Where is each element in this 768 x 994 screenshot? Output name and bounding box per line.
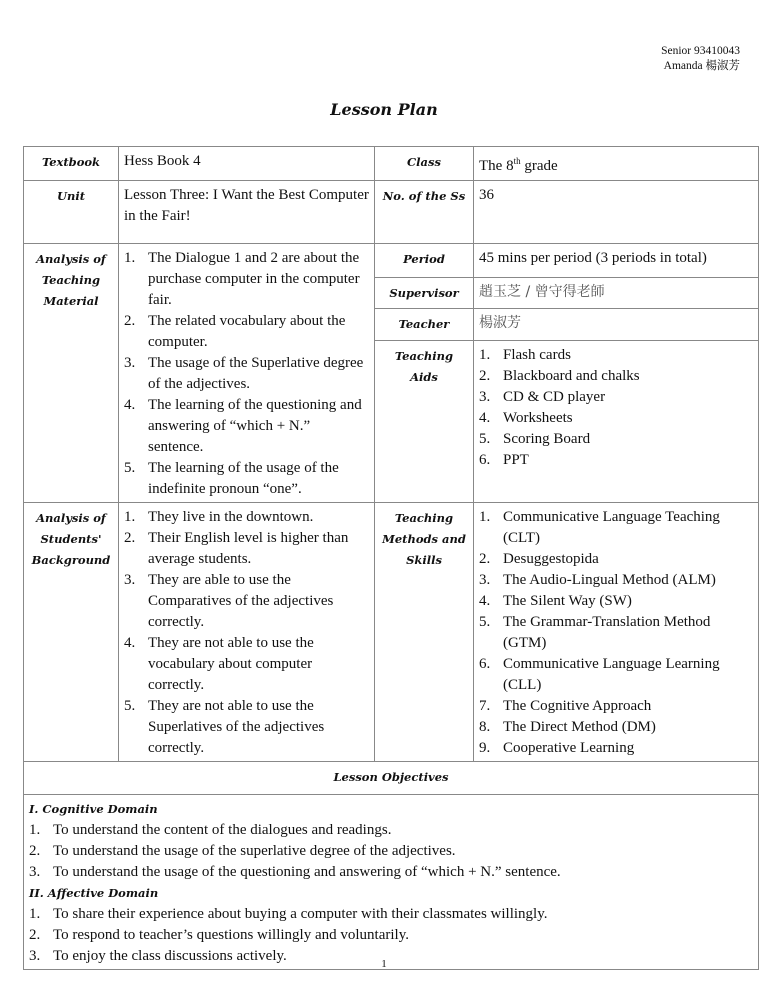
item-text: The Audio-Lingual Method (ALM) (503, 572, 716, 588)
class-value: The 8th grade (474, 147, 759, 181)
period-label: Period (375, 244, 474, 278)
list-item (479, 612, 753, 654)
supervisor-value: 趙玉芝 / 曾守得老師 (474, 278, 759, 309)
list-item (479, 570, 753, 591)
item-text: They are able to use the Comparatives of the adjectives correctly. (148, 572, 334, 630)
list-item (124, 633, 369, 696)
item-number: 8. (479, 719, 491, 735)
period-value: 45 mins per period (3 periods in total) (474, 244, 759, 278)
item-text: To enjoy the class discussions actively. (53, 948, 287, 964)
methods-label: Teaching Methods and Skills (375, 503, 474, 762)
teaching-aids-label: Teaching Aids (375, 341, 474, 503)
list-item (124, 395, 369, 458)
item-text: Blackboard and chalks (503, 368, 640, 384)
list-item (479, 654, 753, 696)
item-number: 1. (479, 347, 491, 363)
item-text: The Silent Way (SW) (503, 593, 632, 609)
item-number: 4. (479, 593, 491, 609)
page-title: Lesson Plan (330, 100, 438, 119)
item-text: Cooperative Learning (503, 740, 635, 756)
item-number: 4. (124, 635, 136, 651)
list-item (124, 528, 369, 570)
objective-section-title: I. Cognitive Domain (29, 802, 158, 816)
list-item (479, 345, 753, 366)
item-number: 5. (479, 614, 491, 630)
list-item (479, 450, 753, 471)
item-text: Flash cards (503, 347, 571, 363)
item-number: 2. (124, 313, 136, 329)
item-number: 1. (124, 509, 136, 525)
list-item (29, 904, 753, 925)
list-item (124, 458, 369, 500)
item-number: 2. (29, 927, 41, 943)
analysis-material-label: Analysis of Teaching Material (24, 244, 119, 503)
item-number: 7. (479, 698, 491, 714)
item-text: They are not able to use the Superlatives of the adjectives correctly. (148, 698, 325, 756)
num-students-value: 36 (474, 181, 759, 244)
list-item (124, 353, 369, 395)
list-item (29, 925, 753, 946)
list-item (479, 717, 753, 738)
item-text: The Cognitive Approach (503, 698, 652, 714)
list-item (479, 408, 753, 429)
item-text: Communicative Language Teaching (CLT) (503, 509, 720, 546)
list-item (479, 366, 753, 387)
list-item (29, 841, 753, 862)
item-number: 4. (124, 397, 136, 413)
list-item (29, 862, 753, 883)
list-item (124, 248, 369, 311)
item-number: 3. (29, 864, 41, 880)
item-text: CD & CD player (503, 389, 606, 405)
teaching-aids-list (474, 341, 759, 503)
unit-value: Lesson Three: I Want the Best Computer in the Fair! (119, 181, 375, 244)
list-item (479, 696, 753, 717)
analysis-students-list (119, 503, 375, 762)
item-text: The Grammar-Translation Method (GTM) (503, 614, 711, 651)
item-number: 1. (479, 509, 491, 525)
item-text: The learning of the usage of the indefinite pronoun “one”. (148, 460, 339, 497)
item-text: They live in the downtown. (148, 509, 314, 525)
objective-section-title: II. Affective Domain (29, 886, 159, 900)
item-text: Their English level is higher than average students. (148, 530, 349, 567)
num-students-label: No. of the Ss (375, 181, 474, 244)
analysis-students-label: Analysis of Students' Background (24, 503, 119, 762)
list-item (29, 820, 753, 841)
item-number: 5. (479, 431, 491, 447)
item-text: The usage of the Superlative degree of the adjectives. (148, 355, 364, 392)
textbook-value: Hess Book 4 (119, 147, 375, 181)
item-text: To understand the usage of the questioning and answering of “which + N.” sentence. (53, 864, 561, 880)
list-item (479, 591, 753, 612)
student-id: Senior 93410043 (661, 45, 740, 57)
item-text: The Dialogue 1 and 2 are about the purchase computer in the computer fair. (148, 250, 360, 308)
item-text: The learning of the questioning and answering of “which + N.” sentence. (148, 397, 362, 455)
list-item (479, 507, 753, 549)
item-number: 3. (479, 572, 491, 588)
item-number: 3. (479, 389, 491, 405)
item-number: 1. (29, 822, 41, 838)
item-number: 2. (124, 530, 136, 546)
item-text: Desuggestopida (503, 551, 599, 567)
item-number: 5. (124, 460, 136, 476)
item-text: To respond to teacher’s questions willingly and voluntarily. (53, 927, 409, 943)
item-number: 6. (479, 452, 491, 468)
list-item (479, 738, 753, 759)
page-number: 1 (381, 958, 387, 970)
item-text: To understand the content of the dialogues and readings. (53, 822, 392, 838)
item-number: 3. (124, 355, 136, 371)
item-number: 3. (124, 572, 136, 588)
item-text: Communicative Language Learning (CLL) (503, 656, 720, 693)
author-name: Amanda 楊淑芳 (663, 60, 740, 72)
list-item (479, 387, 753, 408)
analysis-material-list (119, 244, 375, 503)
author-header (661, 44, 740, 74)
list-item (479, 549, 753, 570)
item-number: 4. (479, 410, 491, 426)
objectives-content (24, 795, 759, 970)
item-number: 3. (29, 948, 41, 964)
item-text: They are not able to use the vocabulary about computer correctly. (148, 635, 314, 693)
item-number: 5. (124, 698, 136, 714)
item-text: Scoring Board (503, 431, 591, 447)
item-number: 6. (479, 656, 491, 672)
list-item (124, 507, 369, 528)
item-text: To share their experience about buying a computer with their classmates willingly. (53, 906, 548, 922)
teacher-label: Teacher (375, 309, 474, 341)
item-number: 9. (479, 740, 491, 756)
item-number: 1. (124, 250, 136, 266)
lesson-plan-table (23, 146, 759, 970)
item-number: 2. (29, 843, 41, 859)
item-text: PPT (503, 452, 529, 468)
item-number: 2. (479, 368, 491, 384)
item-number: 2. (479, 551, 491, 567)
objectives-heading: Lesson Objectives (24, 762, 759, 795)
item-text: The Direct Method (DM) (503, 719, 656, 735)
teacher-value: 楊淑芳 (474, 309, 759, 341)
class-label: Class (375, 147, 474, 181)
list-item (124, 696, 369, 759)
item-text: The related vocabulary about the computer. (148, 313, 346, 350)
item-text: Worksheets (503, 410, 573, 426)
list-item (479, 429, 753, 450)
list-item (124, 311, 369, 353)
methods-list (474, 503, 759, 762)
unit-label: Unit (24, 181, 119, 244)
item-text: To understand the usage of the superlative degree of the adjectives. (53, 843, 456, 859)
textbook-label: Textbook (24, 147, 119, 181)
list-item (124, 570, 369, 633)
item-number: 1. (29, 906, 41, 922)
supervisor-label: Supervisor (375, 278, 474, 309)
